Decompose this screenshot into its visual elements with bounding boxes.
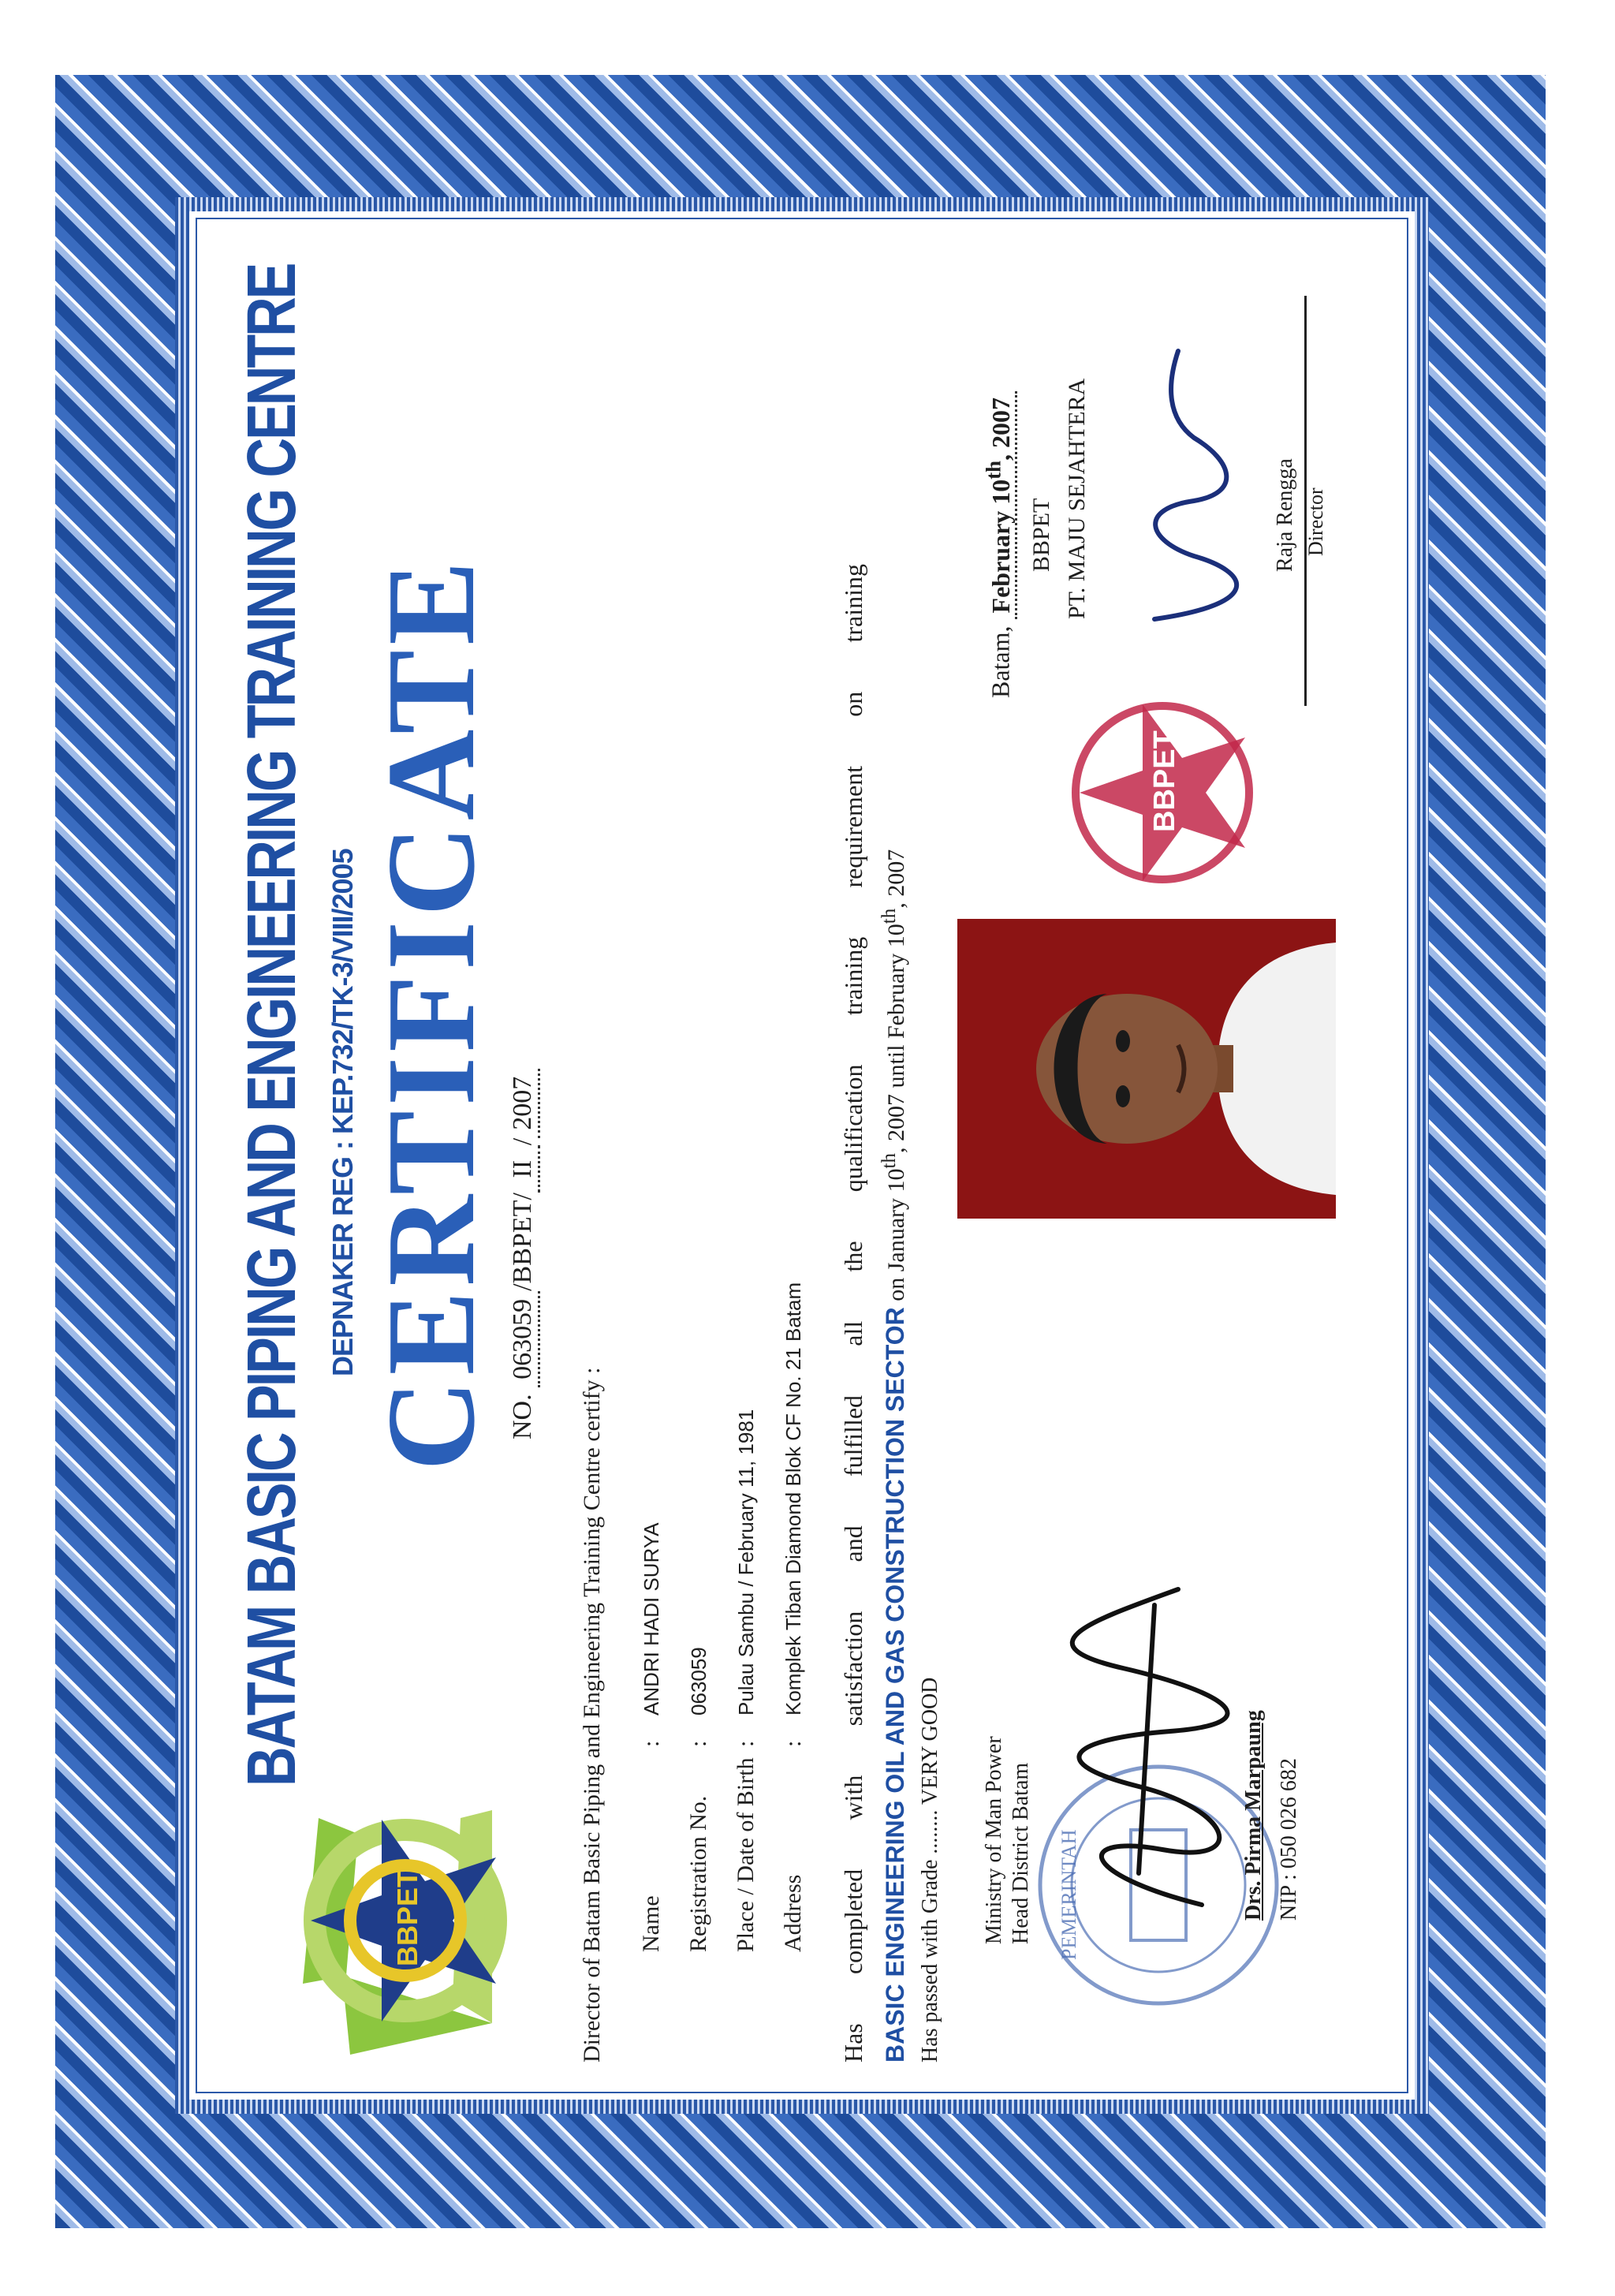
certificate-number: NO. 063059/BBPET/II/2007 (508, 1069, 540, 1439)
certificate-title: CERTIFICATE (360, 556, 501, 1471)
field-birth: Place / Date of Birth:Pulau Sambu / February 11, 1981 (733, 1409, 759, 1952)
number-month: II (508, 1145, 540, 1193)
svg-text:BBPET: BBPET (391, 1869, 423, 1966)
issue-date: Batam, February 10th, 2007 (981, 391, 1016, 698)
director-name: Raja Rengga (1273, 458, 1297, 572)
director-title: Director (1304, 487, 1327, 556)
registration-line: DEPNAKER REG : KEP.732/TK-3/VIII/2005 (326, 849, 359, 1376)
svg-text:BBPET: BBPET (1148, 730, 1181, 832)
svg-text:PEMERINTAH: PEMERINTAH (1057, 1829, 1080, 1960)
bbpet-star-logo (255, 1786, 516, 2070)
company-name: PT. MAJU SEJAHTERA (1064, 378, 1090, 619)
company-bbpet: BBPET (1028, 498, 1054, 572)
right-signatory (965, 225, 1375, 903)
institution-title: BATAM BASIC PIPING AND ENGINEERING TRAINING CENTRE (233, 264, 310, 1786)
field-registration: Registration No.:063059 (685, 1647, 711, 1952)
right-signature (1107, 335, 1265, 666)
ministry-title: Ministry of Man Power Head District Batam (982, 1736, 1033, 1944)
grade-line: Has passed with Grade ........ VERY GOOD (918, 1677, 942, 2063)
certificate-content (208, 225, 1407, 2086)
completion-statement: Has completed with satisfaction and fulfilled all the qualification training requirement on training (839, 564, 867, 2063)
left-signatory-nip: NIP : 050 026 682 (1277, 1758, 1301, 1921)
left-signatory-name: Drs. Pirma Marpaung (1241, 1710, 1266, 1921)
grade-value: VERY GOOD (918, 1677, 942, 1805)
bbpet-stamp (1044, 674, 1281, 911)
left-signatory (981, 1542, 1344, 2015)
training-sector: BASIC ENGINEERING OIL AND GAS CONSTRUCTION SECTOR on January 10th, 2007 until February 10th, 2007 (878, 849, 909, 2063)
certify-intro: Director of Batam Basic Piping and Engineering Training Centre certify : (579, 1367, 605, 2063)
field-name: Name:ANDRI HADI SURYA (638, 1522, 664, 1952)
left-signature (1044, 1558, 1249, 1921)
number-year: 2007 (508, 1069, 540, 1138)
holder-photo (957, 919, 1336, 1219)
field-address: Address:Komplek Tiban Diamond Blok CF No. 21 Batam (780, 1282, 806, 1952)
number-value: 063059 (508, 1291, 540, 1387)
person-photo-icon (957, 919, 1336, 1219)
